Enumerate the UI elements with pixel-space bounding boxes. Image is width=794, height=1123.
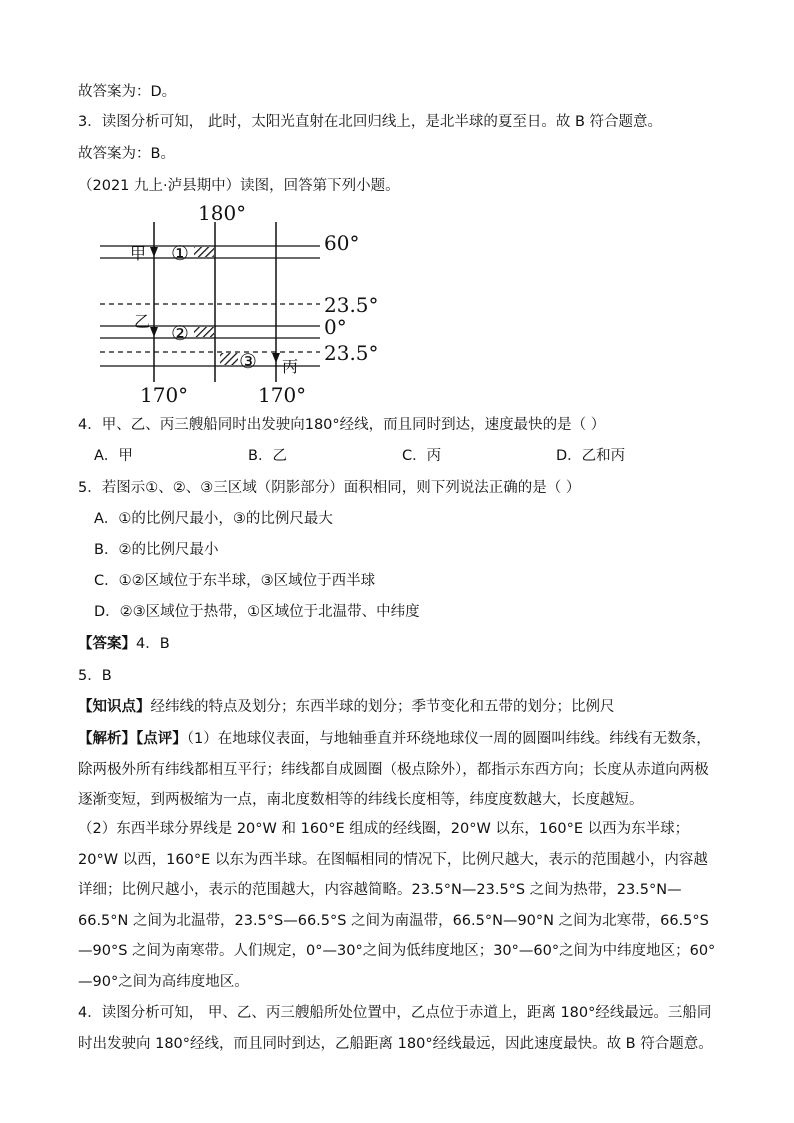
knowledge-tag: 【知识点】 — [78, 699, 151, 715]
lat-label-60: 60° — [324, 231, 360, 255]
ship-b-marker — [150, 327, 158, 337]
region-3-hatch — [220, 353, 238, 365]
lat-label-0: 0° — [324, 315, 347, 339]
ship-a-label: 甲 — [130, 244, 147, 263]
analysis-p1-text: （1）在地球仪表面，与地轴垂直并环绕地球仪一周的圆圈叫纬线。纬线有无数条，除两极外所有纬线都相互平行；纬线都自成圆圈（极点除外），都指示东西方向；长度从赤道向两极逐渐变短，到两极缩为一点，南北度数相等的纬线长度相等，纬度度数越大，长度越短。 — [78, 731, 711, 808]
q4-option-b[interactable]: B．乙 — [248, 448, 287, 464]
answer-block — [78, 634, 170, 654]
answer-5: 5．B — [78, 668, 112, 684]
analysis-paragraph-2: （2）东西半球分界线是 20°W 和 160°E 组成的经线圈，20°W 以东，160°E 以西为东半球；20°W 以西，160°E 以东为西半球。在图幅相同的情况下，比例尺越大，表示的范围越小，内容越详细；比例尺越小，表示的范围越大，内容越简略。23.5°N—23.5°S 之间为热带，23.5°N—66.5°N 之间为北温带，23.5°S—66.5°S 之间为南温带，66.5°N—90°N 之间为北寒带，66.5°S—90°S 之间为南寒带。人们规定，0°—30°之间为低纬度地区；30°—60°之间为中纬度地区；60°—90°之间为高纬度地区。 — [78, 821, 716, 990]
region-1-hatch — [194, 247, 214, 257]
answer-tag: 【答案】 — [78, 636, 136, 652]
q4-option-a[interactable]: A．甲 — [94, 448, 133, 464]
answer-4: 4．B — [136, 636, 170, 652]
answer-q2: 故答案为：D。 — [78, 84, 177, 100]
q5-option-b[interactable]: B．②的比例尺最小 — [94, 542, 219, 558]
analysis-tag: 【解析】 — [78, 731, 136, 747]
q5-option-a[interactable]: A．①的比例尺最小，③的比例尺最大 — [94, 511, 333, 527]
analysis-paragraph-3: 4．读图分析可知， 甲、乙、丙三艘船所处位置中，乙点位于赤道上，距离 180°经线最远。三船同时出发驶向 180°经线，而且同时到达，乙船距离 180°经线最远，因此速度最快。故 B 符合题意。 — [78, 1005, 713, 1052]
region-2-label: ② — [171, 321, 189, 345]
lon-label-170-right: 170° — [258, 383, 307, 407]
q5-option-d[interactable]: D．②③区域位于热带，①区域位于北温带、中纬度 — [94, 604, 420, 620]
lat-label-235s: 23.5° — [324, 341, 379, 365]
q4-stem: 4．甲、乙、丙三艘船同时出发驶向180°经线，而且同时到达，速度最快的是（ ） — [78, 417, 606, 433]
q5-option-c[interactable]: C．①②区域位于东半球，③区域位于西半球 — [94, 573, 376, 589]
q4-option-d[interactable]: D．乙和丙 — [556, 448, 626, 464]
analysis-paragraph-1 — [78, 724, 718, 816]
lat-label-235n: 23.5° — [324, 293, 379, 317]
comment-tag: 【点评】 — [136, 731, 187, 747]
question-intro: （2021 九上·泸县期中）读图，回答第下列小题。 — [78, 178, 400, 194]
q4-option-c[interactable]: C．丙 — [402, 448, 442, 464]
region-2-hatch — [194, 327, 214, 337]
region-1-label: ① — [171, 241, 189, 265]
lon-label-170-left: 170° — [140, 383, 189, 407]
answer-q3: 故答案为：B。 — [78, 146, 175, 162]
region-3-label: ③ — [239, 349, 257, 373]
ship-c-label: 丙 — [282, 357, 299, 376]
lat-lon-diagram — [90, 202, 390, 412]
knowledge-text: 经纬线的特点及划分；东西半球的划分；季节变化和五带的划分；比例尺 — [150, 699, 615, 715]
analysis-q3: 3．读图分析可知， 此时，太阳光直射在北回归线上，是北半球的夏至日。故 B 符合题意。 — [78, 114, 662, 130]
knowledge-block — [78, 697, 615, 717]
ship-c-marker — [272, 353, 280, 363]
ship-b-label: 乙 — [134, 312, 151, 331]
lon-label-180: 180° — [198, 202, 247, 225]
ship-a-marker — [150, 247, 158, 257]
q5-stem: 5．若图示①、②、③三区域（阴影部分）面积相同，则下列说法正确的是（ ） — [78, 480, 581, 496]
